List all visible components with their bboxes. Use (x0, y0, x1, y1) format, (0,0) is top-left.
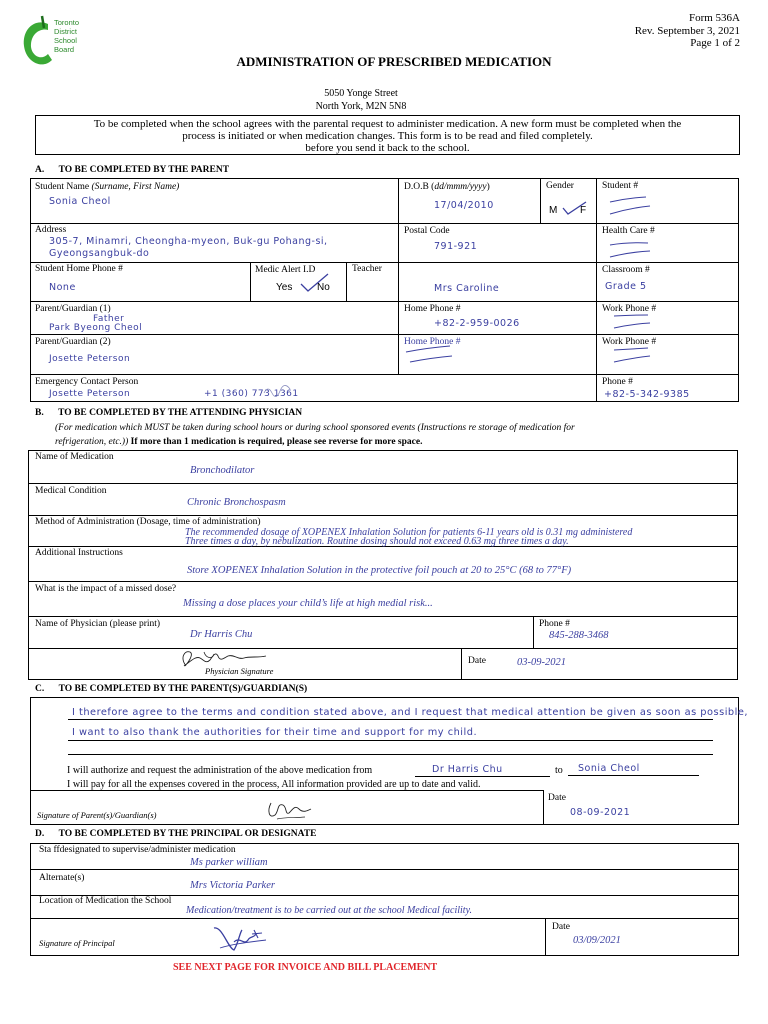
to-word: to (555, 765, 563, 776)
phone-label: Phone # (602, 377, 633, 387)
agreement-line-2[interactable]: I want to also thank the authorities for their time and support for my child. (72, 727, 478, 738)
form-number: Form 536A (688, 12, 740, 24)
method-value-line-2[interactable]: Three times a day, by nebulization. Routine dosing should not exceed 0.63 mg three times a day. (185, 536, 569, 547)
postal-code-value[interactable]: 791-921 (434, 241, 478, 252)
section-c-heading: TO BE COMPLETED BY THE PARENT(S)/GUARDIAN(S) (58, 684, 308, 694)
home-phone-2-label: Home Phone # (404, 337, 461, 347)
medical-condition-label: Medical Condition (35, 486, 107, 496)
home-phone-value[interactable]: None (49, 282, 76, 293)
phone-value[interactable]: +82-5-342-9385 (604, 389, 690, 400)
section-b-note-line-2: refrigeration, etc.)) (55, 437, 129, 447)
medic-alert-no-option[interactable]: No (317, 282, 330, 293)
section-b-note-bold: If more than 1 medication is required, please see reverse for more space. (128, 437, 423, 447)
student-number-dash-icon (608, 196, 652, 216)
agreement-line-1[interactable]: I therefore agree to the terms and condition stated above, and I request that medical attention be given as soon as possible, (72, 707, 749, 718)
method-label: Method of Administration (Dosage, time of administration) (35, 517, 261, 527)
section-b-note-line-1: (For medication which MUST be taken during school hours or during school sponsored events (Instructions re storage of medication for (55, 423, 575, 433)
guardian-1-name[interactable]: Park Byeong Cheol (49, 323, 143, 333)
staff-designated-value[interactable]: Ms parker william (190, 857, 268, 868)
medical-condition-value[interactable]: Chronic Bronchospasm (187, 497, 286, 508)
guardian-signature-icon[interactable] (265, 797, 315, 823)
section-b-heading: TO BE COMPLETED BY THE ATTENDING PHYSICIAN (58, 408, 303, 418)
medication-label: Name of Medication (35, 452, 114, 462)
section-a-letter: A. (35, 165, 45, 175)
dob-label-end: ) (486, 182, 490, 192)
guardian-2-label: Parent/Guardian (2) (35, 337, 111, 347)
address-value-line-1[interactable]: 305-7, Minamri, Cheongha-myeon, Buk-gu Pohang-si, (49, 236, 328, 247)
instructions-box (35, 115, 740, 155)
work-phone-2-label: Work Phone # (602, 337, 657, 347)
logo-line: Board (54, 45, 75, 54)
medic-alert-yes-option[interactable]: Yes (276, 282, 293, 293)
guardian-date-label: Date (548, 793, 566, 803)
physician-phone-label: Phone # (539, 619, 570, 629)
emergency-contact-phone[interactable]: +1 (360) 773 1361 (204, 389, 299, 399)
method-value-line-1[interactable]: The recommended dosage of XOPENEX Inhalation Solution for patients 6-11 years old is 0.31 mg administered (185, 527, 633, 538)
medic-alert-check-mark-icon (300, 272, 330, 292)
work-phone-1-label: Work Phone # (602, 304, 657, 314)
alternate-label: Alternate(s) (39, 873, 85, 883)
student-name-hint: (Surname, First Name) (91, 182, 180, 192)
physician-name-value[interactable]: Dr Harris Chu (190, 629, 253, 640)
revision-date: Rev. September 3, 2021 (634, 24, 740, 37)
gender-m-option[interactable]: M (549, 205, 558, 216)
physician-phone-value[interactable]: 845-288-3468 (549, 630, 609, 641)
logo-line: District (54, 27, 77, 36)
authorize-text: I will authorize and request the administration of the above medication from (67, 765, 373, 776)
teacher-value[interactable]: Mrs Caroline (434, 283, 500, 294)
classroom-label: Classroom # (602, 265, 650, 275)
next-page-notice: SEE NEXT PAGE FOR INVOICE AND BILL PLACEMENT (173, 962, 438, 973)
instructions-line: To be completed when the school agrees with the parental request to administer medication. A new form must be completed when the (93, 118, 682, 130)
alternate-value[interactable]: Mrs Victoria Parker (190, 880, 275, 891)
guardian-1-label: Parent/Guardian (1) (35, 304, 111, 314)
emergency-signature-scribble-icon (262, 383, 292, 399)
form-title: ADMINISTRATION OF PRESCRIBED MEDICATION (236, 54, 552, 69)
health-card-dash-icon (608, 241, 652, 259)
work-phone-2-dash-icon (612, 346, 652, 364)
principal-date-value[interactable]: 03/09/2021 (573, 935, 621, 946)
instructions-line: process is initiated or when medication changes. This form is to be read and filed completely. (182, 130, 593, 142)
authorize-to-value[interactable]: Sonia Cheol (578, 763, 640, 774)
page-indicator: Page 1 of 2 (690, 37, 740, 49)
emergency-contact-label: Emergency Contact Person (35, 377, 139, 387)
guardian-signature-label: Signature of Parent(s)/Guardian(s) (37, 810, 157, 820)
logo-line: Toronto (54, 18, 80, 27)
postal-code-label: Postal Code (404, 226, 450, 236)
student-name-label: Student Name (35, 182, 90, 192)
dob-value[interactable]: 17/04/2010 (434, 200, 494, 211)
section-c-letter: C. (35, 684, 45, 694)
principal-date-label: Date (552, 922, 570, 932)
physician-signature-label: Physician Signature (205, 666, 274, 676)
logo-line: School (54, 36, 77, 45)
missed-dose-value[interactable]: Missing a dose places your child’s life at high medial risk... (183, 598, 433, 609)
principal-signature-label: Signature of Principal (39, 938, 115, 948)
guardian-1-relation[interactable]: Father (93, 314, 125, 324)
section-b-letter: B. (35, 408, 44, 418)
work-phone-1-dash-icon (612, 312, 652, 330)
authorize-from-value[interactable]: Dr Harris Chu (432, 764, 503, 775)
address-label: Address (35, 225, 67, 235)
medication-value[interactable]: Bronchodilator (190, 465, 255, 476)
emergency-contact-name[interactable]: Josette Peterson (49, 389, 131, 399)
dob-hint: dd/mmm/yyyy (434, 182, 487, 192)
home-phone-label: Student Home Phone # (35, 264, 123, 274)
missed-dose-label: What is the impact of a missed dose? (35, 584, 177, 594)
gender-label: Gender (546, 181, 574, 191)
section-a-heading: TO BE COMPLETED BY THE PARENT (58, 165, 230, 175)
medic-alert-label: Medic Alert I.D (255, 265, 316, 275)
additional-instructions-value[interactable]: Store XOPENEX Inhalation Solution in the protective foil pouch at 20 to 25°C (68 to 77°F) (187, 565, 572, 576)
address-value-line-2[interactable]: Gyeongsangbuk-do (49, 248, 150, 259)
gender-check-mark-icon (562, 200, 588, 216)
health-card-label: Health Care # (602, 226, 655, 236)
pay-statement: I will pay for all the expenses covered in the process, All information provided are up to date and valid. (67, 779, 481, 790)
guardian-date-value[interactable]: 08-09-2021 (570, 807, 631, 818)
section-d-letter: D. (35, 829, 45, 839)
physician-name-label: Name of Physician (please print) (35, 619, 161, 629)
physician-date-value[interactable]: 03-09-2021 (517, 657, 566, 668)
teacher-label: Teacher (352, 264, 382, 274)
address-line-1: 5050 Yonge Street (324, 88, 398, 99)
instructions-line: before you send it back to the school. (305, 142, 470, 154)
gender-f-option[interactable]: F (580, 205, 587, 216)
physician-date-label: Date (468, 656, 486, 666)
student-name-value[interactable]: Sonia Cheol (49, 196, 111, 207)
home-phone-2-dash-icon (404, 344, 454, 364)
address-line-2: North York, M2N 5N8 (315, 101, 407, 112)
staff-designated-label: Sta ffdesignated to supervise/administer medication (39, 845, 236, 855)
guardian-2-name[interactable]: Josette Peterson (49, 354, 131, 364)
student-number-label: Student # (602, 181, 639, 191)
principal-signature-icon[interactable] (210, 920, 270, 954)
additional-instructions-label: Additional Instructions (35, 548, 123, 558)
section-d-heading: TO BE COMPLETED BY THE PRINCIPAL OR DESIGNATE (58, 829, 317, 839)
home-phone-1-value[interactable]: +82-2-959-0026 (434, 318, 520, 329)
home-phone-1-label: Home Phone # (404, 304, 461, 314)
classroom-value[interactable]: Grade 5 (605, 281, 647, 292)
location-label: Location of Medication the School (39, 896, 172, 906)
location-value[interactable]: Medication/treatment is to be carried out at the school Medical facility. (186, 905, 472, 916)
dob-label: D.O.B ( (404, 182, 435, 192)
